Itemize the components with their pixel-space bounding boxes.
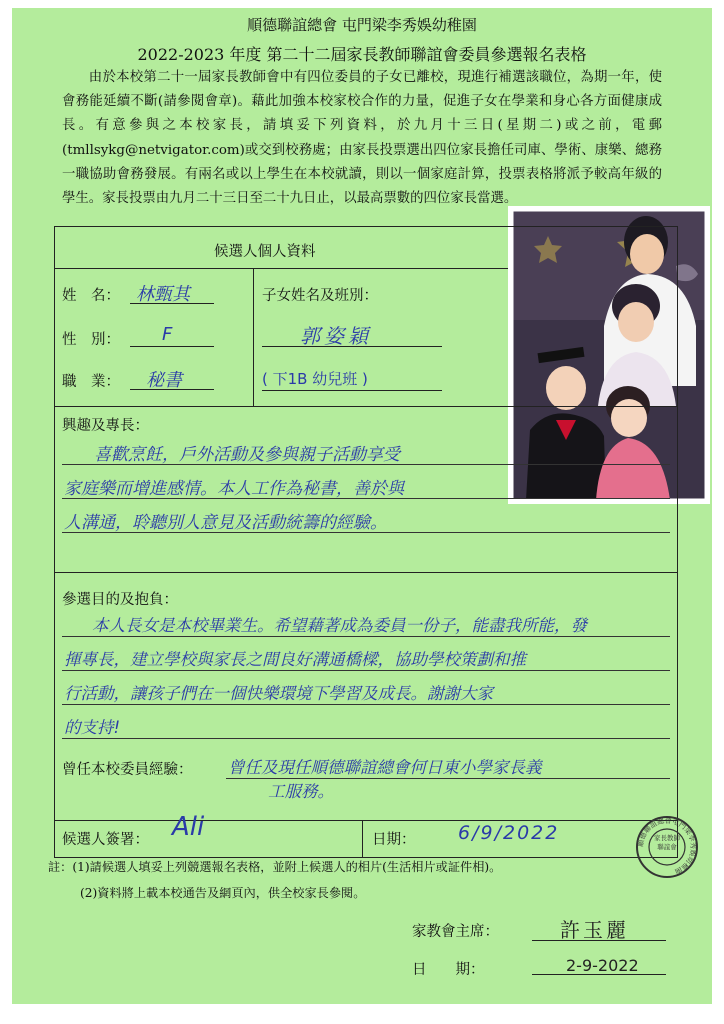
note-2: (2)資料將上載本校通告及網頁內，供全校家長參閱。 [80,886,366,900]
rule-line [54,572,678,573]
chair-name: 許玉麗 [560,918,629,942]
interest-label: 興趣及專長： [62,418,149,434]
child-class: ( 下1B 幼兒班 ) [262,370,368,388]
chair-label: 家教會主席： [412,924,499,940]
child-label: 子女姓名及班別： [262,288,378,304]
footer-date-label: 日 期： [412,962,485,978]
writing-line [62,464,670,465]
name-value: 林甄其 [136,284,190,305]
form-title: 2022-2023 年度 第二十二屆家長教師聯誼會委員參選報名表格 [137,45,587,64]
underline [532,974,666,975]
sex-label: 性 別： [62,332,120,348]
name-label: 姓 名： [62,288,120,304]
job-label: 職 業： [62,374,120,390]
column-divider [362,820,363,858]
goal-line-3: 行活動，讓孩子們在一個快樂環境下學習及成長。謝謝大家 [64,684,493,703]
signature-label: 候選人簽署： [62,832,149,848]
underline [130,346,214,347]
experience-line-2: 工服務。 [268,782,334,801]
underline [532,940,666,941]
goal-label: 參選目的及抱負： [62,592,178,608]
writing-line [62,498,670,499]
interest-line-1: 喜歡烹飪，戶外活動及參與親子活動享受 [94,445,400,465]
experience-line-1: 曾任及現任順德聯誼總會何日東小學家長義 [228,758,542,777]
form-date-value: 6/9/2022 [458,822,560,844]
goal-line-4: 的支持! [64,718,121,737]
footer-date-value: 2-9-2022 [566,956,639,975]
interest-line-2: 家庭樂而增進感情。本人工作為秘書，善於與 [64,479,404,499]
rule-line [54,406,678,407]
child-name: 郭姿穎 [300,324,372,348]
writing-line [62,738,670,739]
underline [130,389,214,390]
intro-paragraph: 由於本校第二十一屆家長教師會中有四位委員的子女已離校，現進行補選該職位，為期一年，使會務能延續不斷(請參閱會章)。藉此加強本校家校合作的力量，促進子女在學業和身心各方面健康成長。有意參與之本校家長，請填妥下列資料，於九月十三日(星期二)或之前，電郵(tmllsykg@netvigator.com)或交到校務處；由家長投票選出四位家長擔任司庫、學術、康樂、總務一職協助會務發展。有兩名或以上學生在本校就讀，則以一個家庭計算，投票表格將派予較高年級的學生。家長投票由九月二十三日至二十九日止，以最高票數的四位家長當選。 [62,70,662,207]
writing-line [62,532,670,533]
stamp-outer-text: 順德聯誼總會屯門梁李秀娛幼稚園 [636,816,698,876]
underline [262,390,442,391]
association-stamp [634,814,700,880]
stamp-inner-text: 家長教師聯誼會 [654,834,680,851]
writing-line [62,704,670,705]
form-date-label: 日期： [372,832,416,848]
writing-line [62,636,670,637]
section-title: 候選人個人資料 [214,244,316,260]
goal-line-2: 揮專長，建立學校與家長之間良好溝通橋樑，協助學校策劃和推 [64,650,526,669]
school-name: 順德聯誼總會 屯門梁李秀娛幼稚園 [247,16,477,34]
note-1: 註：(1)請候選人填妥上列競選報名表格，並附上候選人的相片(生活相片或証件相)。 [48,860,502,874]
job-value: 秘書 [146,370,182,391]
column-divider [253,268,254,406]
writing-line [62,670,670,671]
signature: Ali [172,812,205,842]
sex-value: F [162,324,173,345]
goal-line-1: 本人長女是本校畢業生。希望藉著成為委員一份子，能盡我所能，發 [92,616,587,635]
rule-line [54,820,678,821]
underline [262,346,442,347]
experience-label: 曾任本校委員經驗： [62,762,193,778]
rule-line [54,268,508,269]
underline [130,303,214,304]
interest-line-3: 人溝通，聆聽別人意見及活動統籌的經驗。 [64,513,387,533]
